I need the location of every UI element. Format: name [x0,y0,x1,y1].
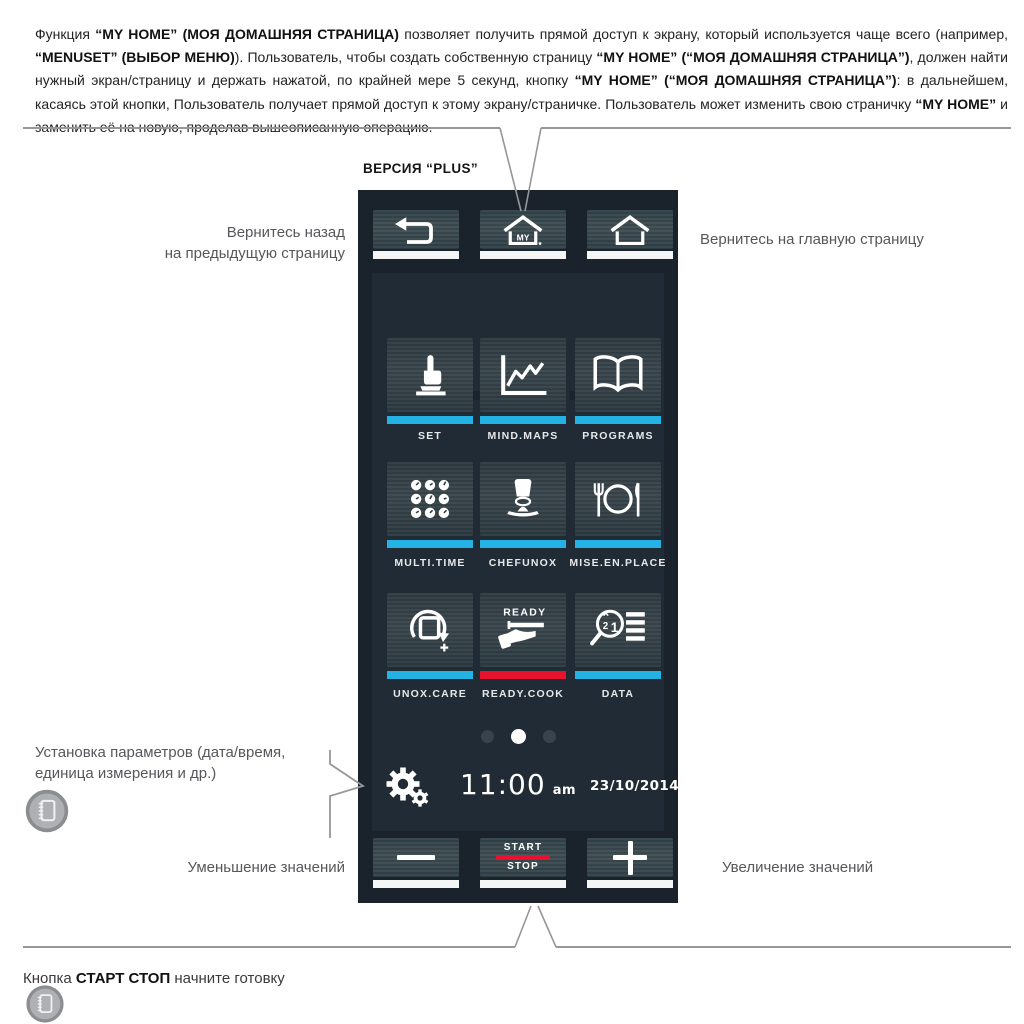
tile-unox-care[interactable] [387,593,473,667]
tile-programs[interactable] [575,338,661,412]
open-book-icon [590,353,646,397]
increase-button[interactable] [587,838,673,877]
search-icon-digit-1: 1 [610,619,619,635]
page-dot-1[interactable] [481,730,494,743]
tile-set-accent-bar [387,416,473,424]
ready-icon-text: READY [503,607,547,619]
decrease-button-underbar [373,880,459,888]
manual-book-icon [23,787,71,835]
home-icon [602,213,658,247]
gear-icon [387,768,429,807]
decrease-annotation: Уменьшение значений [187,859,345,876]
tile-multi-time-accent-bar [387,540,473,548]
my-home-button[interactable] [480,210,566,249]
tile-ready-cook[interactable] [480,593,566,667]
page-indicator [358,730,678,744]
tile-mind-maps-label: MIND.MAPS [487,430,559,442]
start-stop-button-underbar [480,880,566,888]
home-button[interactable] [587,210,673,249]
tile-mise-en-place-label: MISE.EN.PLACE [569,557,667,569]
rotation-square-icon [404,604,456,656]
tile-data-accent-bar [575,671,661,679]
start-stop-button[interactable] [480,838,566,877]
back-button[interactable] [373,210,459,249]
version-label: ВЕРСИЯ “PLUS” [363,161,479,176]
tile-ready-cook-label: READY.COOK [481,688,564,700]
date-display: 23/10/2014 [590,778,680,794]
tile-mise-en-place-accent-bar [575,540,661,548]
back-annotation-line1: Вернитесь назад [226,224,345,241]
page-dot-3[interactable] [543,730,556,743]
back-arrow-icon [391,215,441,245]
chef-icon [498,473,548,525]
start-stop-caption: Кнопка СТАРТ СТОП начните готовку [23,970,285,987]
tile-mind-maps-accent-bar [480,416,566,424]
home-annotation: Вернитесь на главную страницу [700,231,924,248]
start-label: START [503,842,543,853]
intro-paragraph: Функция “MY HOME” (МОЯ ДОМАШНЯЯ СТРАНИЦА) позволяет получить прямой доступ к экрану, который используется чаще всего (например, “MENUSET” (ВЫБОР МЕНЮ)). Пользователь, чтобы создать собственную страницу “MY HOME” (“МОЯ ДОМАШНЯЯ СТРАНИЦА”), должен найти нужный экран/страницу и держать нажатой, по крайней мере 5 секунд, кнопку “MY HOME” (“МОЯ ДОМАШНЯЯ СТРАНИЦА”): в дальнейшем, касаясь этой кнопки, Пользователь получает прямой доступ к этому экрану/страничке. Пользователь может изменить свою страничку “MY HOME” и заменить её на новую, проделав вышеописанную операцию. [35,26,1009,135]
settings-annotation-line1: Установка параметров (дата/время, [35,744,286,761]
page-dot-2-active[interactable] [511,729,526,744]
minus-icon [397,855,435,860]
my-home-icon [495,213,551,247]
meridiem-value: am [552,783,577,798]
tile-mind-maps[interactable] [480,338,566,412]
tile-unox-care-label: UNOX.CARE [393,688,467,700]
increase-annotation: Увеличение значений [722,859,874,876]
plate-cutlery-icon [590,475,646,523]
tile-unox-care-accent-bar [387,671,473,679]
tile-programs-label: PROGRAMS [582,430,654,442]
back-annotation-line2: на предыдущую страницу [164,245,345,262]
decrease-button[interactable] [373,838,459,877]
settings-annotation [35,742,345,784]
tile-data[interactable] [575,593,661,667]
tile-chefunox-accent-bar [480,540,566,548]
start-stop-content [496,843,550,872]
home-button-underbar [587,251,673,259]
my-home-button-underbar [480,251,566,259]
increase-button-underbar [587,880,673,888]
search-icon-digit-2: 2 [602,621,609,633]
stop-label: STOP [507,861,539,872]
trend-chart-icon [496,350,550,400]
tile-multi-time-label: MULTI.TIME [394,557,466,569]
tile-ready-cook-accent-bar [480,671,566,679]
start-stop-red-bar [496,855,550,860]
plus-icon [613,841,647,875]
device-panel [358,190,678,903]
tile-data-label: DATA [601,688,635,700]
time-value: 11:00 [459,768,546,801]
tile-chefunox[interactable] [480,462,566,536]
multi-clock-grid-icon [404,473,456,525]
tile-set[interactable] [387,338,473,412]
ready-hand-tray-icon [494,603,552,657]
manual-book-icon [24,983,66,1024]
tile-multi-time[interactable] [387,462,473,536]
clock-display [444,768,592,801]
back-button-underbar [373,251,459,259]
search-list-icon [589,605,647,655]
tile-programs-accent-bar [575,416,661,424]
settings-annotation-line2: единица измерения и др.) [35,765,217,782]
tile-set-label: SET [417,430,443,442]
hand-press-icon [404,349,456,401]
settings-gears-button[interactable] [382,764,432,808]
tile-mise-en-place[interactable] [575,462,661,536]
back-annotation [120,222,345,264]
tile-chefunox-label: CHEFUNOX [488,557,558,569]
my-home-icon-text: MY [516,232,530,243]
